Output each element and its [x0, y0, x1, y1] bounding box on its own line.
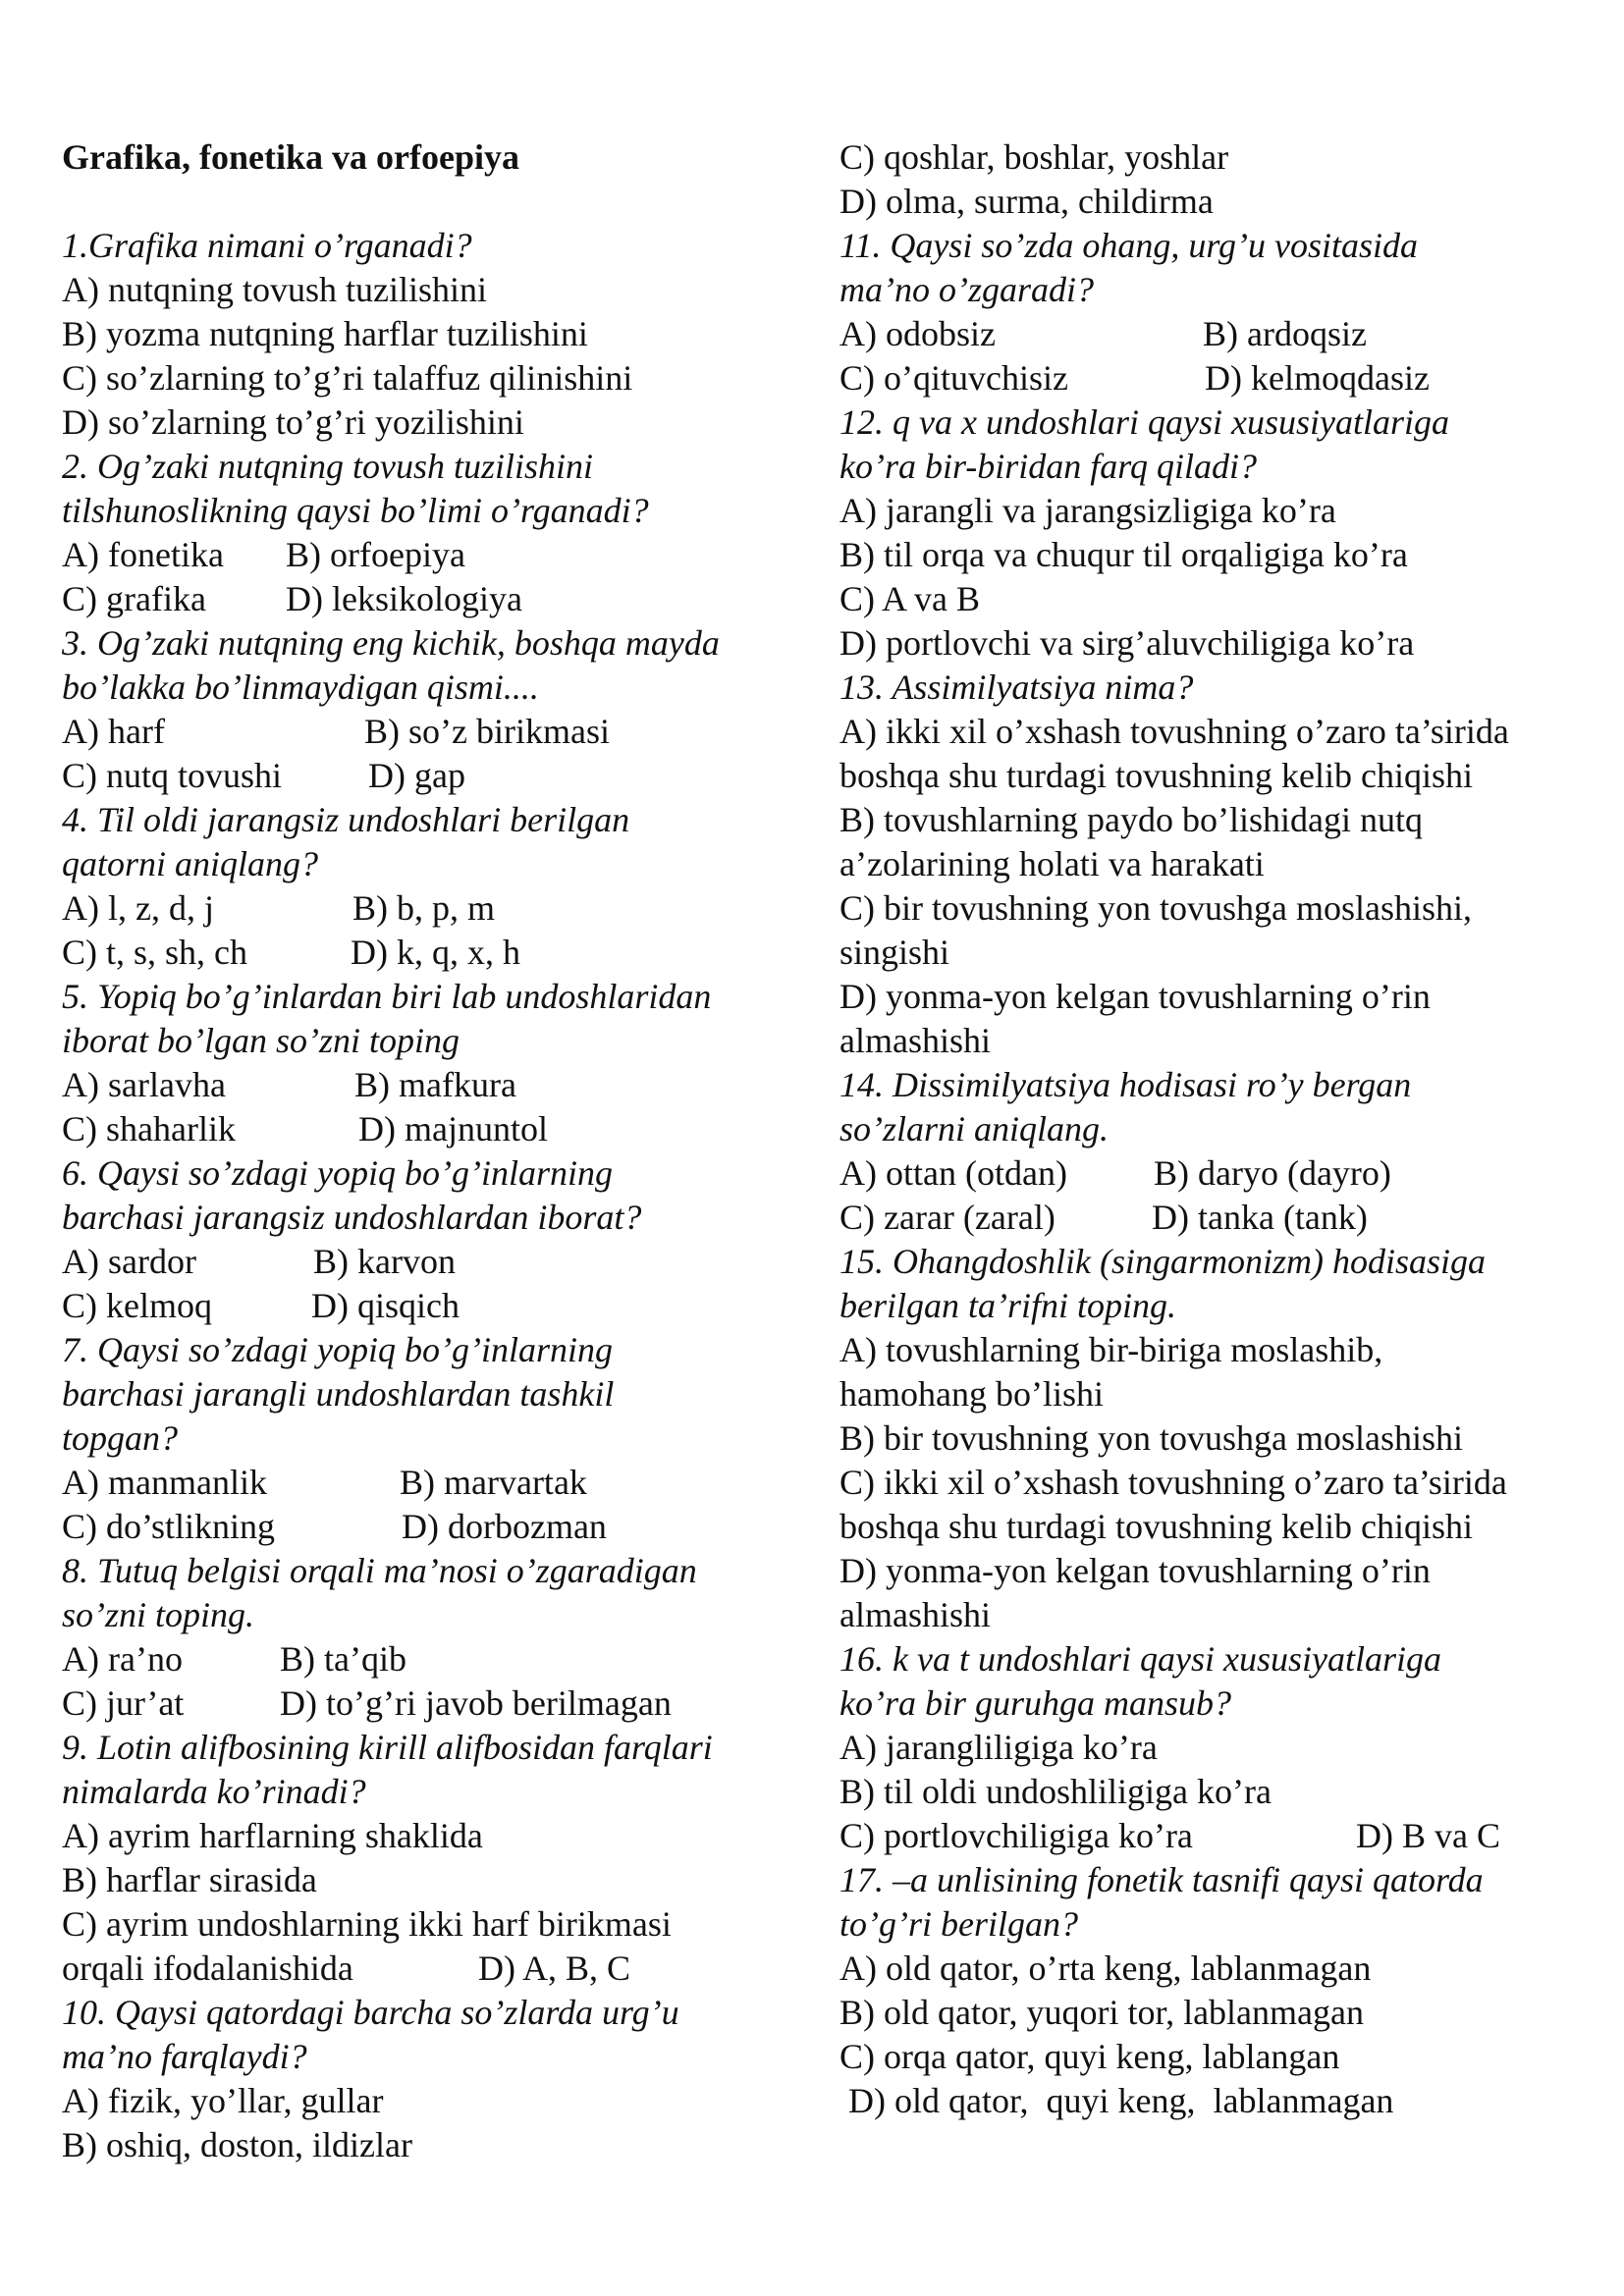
question-4: 4. Til oldi jarangsiz undoshlari berilgan	[62, 800, 630, 839]
option-line: B) old qator, yuqori tor, lablanmagan	[839, 1993, 1364, 2032]
option-pair	[62, 754, 828, 798]
option-c: C) t, s, sh, ch	[62, 933, 247, 972]
question-16: 16. k va t undoshlari qaysi xususiyatlariga	[839, 1639, 1441, 1679]
option-b: B) ta’qib	[280, 1639, 406, 1679]
option-pair	[839, 312, 1615, 356]
option-line: A) jarangliligiga ko’ra	[839, 1728, 1158, 1767]
option-d: D) kelmoqdasiz	[1205, 358, 1430, 398]
option-a: A) harf	[62, 712, 165, 751]
option-line: singishi	[839, 933, 950, 972]
option-line: boshqa shu turdagi tovushning kelib chiqishi	[839, 756, 1473, 795]
left-column	[62, 135, 828, 2167]
option-b: B) ardoqsiz	[1203, 314, 1367, 353]
option-line: hamohang bo’lishi	[839, 1374, 1104, 1414]
question-10: 10. Qaysi qatordagi barcha so’zlarda urg’u	[62, 1993, 679, 2032]
option-line: C) A va B	[839, 579, 981, 618]
question-5: 5. Yopiq bo’g’inlardan biri lab undoshlaridan	[62, 977, 712, 1016]
spacer	[62, 180, 828, 224]
option-line: B) til oldi undoshliligiga ko’ra	[839, 1772, 1272, 1811]
option-c: C) shaharlik	[62, 1109, 236, 1148]
option-line: C) bir tovushning yon tovushga moslashishi,	[839, 888, 1473, 928]
question-16-cont: ko’ra bir guruhga mansub?	[839, 1683, 1232, 1723]
option-c: C) zarar (zaral)	[839, 1198, 1056, 1237]
question-7-cont: barchasi jarangli undoshlardan tashkil	[62, 1374, 615, 1414]
option-line: D) portlovchi va sirg’aluvchiligiga ko’ra	[839, 623, 1415, 663]
question-13: 13. Assimilyatsiya nima?	[839, 667, 1194, 707]
option-d: D) majnuntol	[358, 1109, 548, 1148]
option-line: A) jarangli va jarangsizligiga ko’ra	[839, 491, 1336, 530]
option-line: boshqa shu turdagi tovushning kelib chiqishi	[839, 1507, 1473, 1546]
option-a: A) l, z, d, j	[62, 888, 214, 928]
question-17: 17. –a unlisining fonetik tasnifi qaysi qatorda	[839, 1860, 1484, 1899]
question-11-cont: ma’no o’zgaradi?	[839, 270, 1094, 309]
option-line: A) old qator, o’rta keng, lablanmagan	[839, 1949, 1372, 1988]
option-d: D) A, B, C	[478, 1949, 631, 1988]
option-pair	[62, 710, 828, 754]
question-15: 15. Ohangdoshlik (singarmonizm) hodisasiga	[839, 1242, 1487, 1281]
option-c-cont: orqali ifodalanishida	[62, 1949, 353, 1988]
question-8: 8. Tutuq belgisi orqali ma’nosi o’zgaradigan	[62, 1551, 697, 1590]
option-line: A) ikki xil o’xshash tovushning o’zaro ta’sirida	[839, 712, 1509, 751]
option-b: B) daryo (dayro)	[1154, 1153, 1391, 1193]
option-line: almashishi	[839, 1595, 991, 1634]
option-line: D) yonma-yon kelgan tovushlarning o’rin	[839, 977, 1431, 1016]
option-c: C) nutq tovushi	[62, 756, 283, 795]
option-pair	[62, 577, 828, 621]
option-d: D) gap	[368, 756, 465, 795]
option-b: B) so’z birikmasi	[364, 712, 610, 751]
question-11: 11. Qaysi so’zda ohang, urg’u vositasida	[839, 226, 1418, 265]
question-2-cont: tilshunoslikning qaysi bo’limi o’rganadi?	[62, 491, 649, 530]
question-14: 14. Dissimilyatsiya hodisasi ro’y bergan	[839, 1065, 1412, 1104]
option-pair	[62, 1461, 828, 1505]
option-a: A) odobsiz	[839, 314, 996, 353]
question-12-cont: ko’ra bir-biridan farq qiladi?	[839, 447, 1257, 486]
option-pair	[62, 1947, 828, 1991]
option-a: A) sardor	[62, 1242, 196, 1281]
question-2: 2. Og’zaki nutqning tovush tuzilishini	[62, 447, 594, 486]
option-a: A) manmanlik	[62, 1463, 267, 1502]
option-line: B) tovushlarning paydo bo’lishidagi nutq	[839, 800, 1423, 839]
question-8-cont: so’zni toping.	[62, 1595, 255, 1634]
option-c: C) jur’at	[62, 1683, 185, 1723]
option-line: B) til orqa va chuqur til orqaligiga ko’ra	[839, 535, 1408, 574]
option-d: D) tanka (tank)	[1152, 1198, 1368, 1237]
question-15-cont: berilgan ta’rifni toping.	[839, 1286, 1177, 1325]
option-d: D) to’g’ri javob berilmagan	[280, 1683, 672, 1723]
option-line: C) qoshlar, boshlar, yoshlar	[839, 137, 1229, 177]
option-line: C) orqa qator, quyi keng, lablangan	[839, 2037, 1340, 2076]
option-pair	[62, 1637, 828, 1682]
option-b: B) b, p, m	[352, 888, 496, 928]
page-title: Grafika, fonetika va orfoepiya	[62, 137, 519, 177]
option-b: B) mafkura	[354, 1065, 516, 1104]
question-4-cont: qatorni aniqlang?	[62, 844, 319, 883]
question-14-cont: so’zlarni aniqlang.	[839, 1109, 1110, 1148]
option-d: D) k, q, x, h	[351, 933, 520, 972]
option-pair	[839, 1196, 1615, 1240]
option-a: A) fonetika	[62, 535, 224, 574]
question-6-cont: barchasi jarangsiz undoshlardan iborat?	[62, 1198, 642, 1237]
question-5-cont: iborat bo’lgan so’zni toping	[62, 1021, 460, 1060]
question-7: 7. Qaysi so’zdagi yopiq bo’g’inlarning	[62, 1330, 613, 1369]
option-line: A) fizik, yo’llar, gullar	[62, 2081, 384, 2120]
option-pair	[839, 1151, 1615, 1196]
option-line: A) tovushlarning bir-biriga moslashib,	[839, 1330, 1383, 1369]
question-3-cont: bo’lakka bo’linmaydigan qismi....	[62, 667, 539, 707]
option-c: C) o’qituvchisiz	[839, 358, 1068, 398]
option-a: A) sarlavha	[62, 1065, 226, 1104]
option-line: B) harflar sirasida	[62, 1860, 317, 1899]
option-line: C) so’zlarning to’g’ri talaffuz qilinishini	[62, 358, 633, 398]
option-line: B) oshiq, doston, ildizlar	[62, 2125, 412, 2164]
option-line: a’zolarining holati va harakati	[839, 844, 1265, 883]
right-column	[839, 135, 1615, 2123]
option-line: C) ikki xil o’xshash tovushning o’zaro ta’sirida	[839, 1463, 1507, 1502]
option-pair	[839, 1814, 1615, 1858]
option-line: D) yonma-yon kelgan tovushlarning o’rin	[839, 1551, 1431, 1590]
option-pair	[62, 1240, 828, 1284]
option-pair	[62, 1682, 828, 1726]
option-b: B) karvon	[313, 1242, 456, 1281]
option-b: B) orfoepiya	[286, 535, 465, 574]
option-pair	[62, 1505, 828, 1549]
option-pair	[62, 886, 828, 931]
option-a: A) ra’no	[62, 1639, 183, 1679]
question-1: 1.Grafika nimani o’rganadi?	[62, 226, 472, 265]
option-d: D) B va C	[1356, 1816, 1500, 1855]
option-pair	[62, 533, 828, 577]
option-pair	[62, 1284, 828, 1328]
option-line: almashishi	[839, 1021, 991, 1060]
option-c: C) kelmoq	[62, 1286, 212, 1325]
question-9-cont: nimalarda ko’rinadi?	[62, 1772, 366, 1811]
option-a: A) ottan (otdan)	[839, 1153, 1067, 1193]
question-10-cont: ma’no farqlaydi?	[62, 2037, 307, 2076]
question-7-cont: topgan?	[62, 1418, 179, 1458]
question-6: 6. Qaysi so’zdagi yopiq bo’g’inlarning	[62, 1153, 613, 1193]
option-c: C) portlovchiligiga ko’ra	[839, 1816, 1193, 1855]
option-c: C) do’stlikning	[62, 1507, 276, 1546]
option-line: B) yozma nutqning harflar tuzilishini	[62, 314, 588, 353]
option-c: C) grafika	[62, 579, 206, 618]
option-b: B) marvartak	[400, 1463, 587, 1502]
option-line: B) bir tovushning yon tovushga moslashishi	[839, 1418, 1464, 1458]
question-9: 9. Lotin alifbosining kirill alifbosidan farqlari	[62, 1728, 713, 1767]
option-line: A) ayrim harflarning shaklida	[62, 1816, 483, 1855]
option-line: D) old qator, quyi keng, lablanmagan	[839, 2081, 1394, 2120]
option-d: D) qisqich	[311, 1286, 460, 1325]
option-pair	[62, 931, 828, 975]
option-pair	[839, 356, 1615, 400]
option-line: D) so’zlarning to’g’ri yozilishini	[62, 402, 524, 442]
option-d: D) leksikologiya	[286, 579, 522, 618]
option-pair	[62, 1063, 828, 1107]
option-d: D) dorbozman	[402, 1507, 607, 1546]
option-line: C) ayrim undoshlarning ikki harf birikmasi	[62, 1904, 672, 1944]
option-line: D) olma, surma, childirma	[839, 182, 1214, 221]
option-pair	[62, 1107, 828, 1151]
option-line: A) nutqning tovush tuzilishini	[62, 270, 488, 309]
question-3: 3. Og’zaki nutqning eng kichik, boshqa mayda	[62, 623, 720, 663]
question-17-cont: to’g’ri berilgan?	[839, 1904, 1078, 1944]
question-12: 12. q va x undoshlari qaysi xususiyatlariga	[839, 402, 1449, 442]
